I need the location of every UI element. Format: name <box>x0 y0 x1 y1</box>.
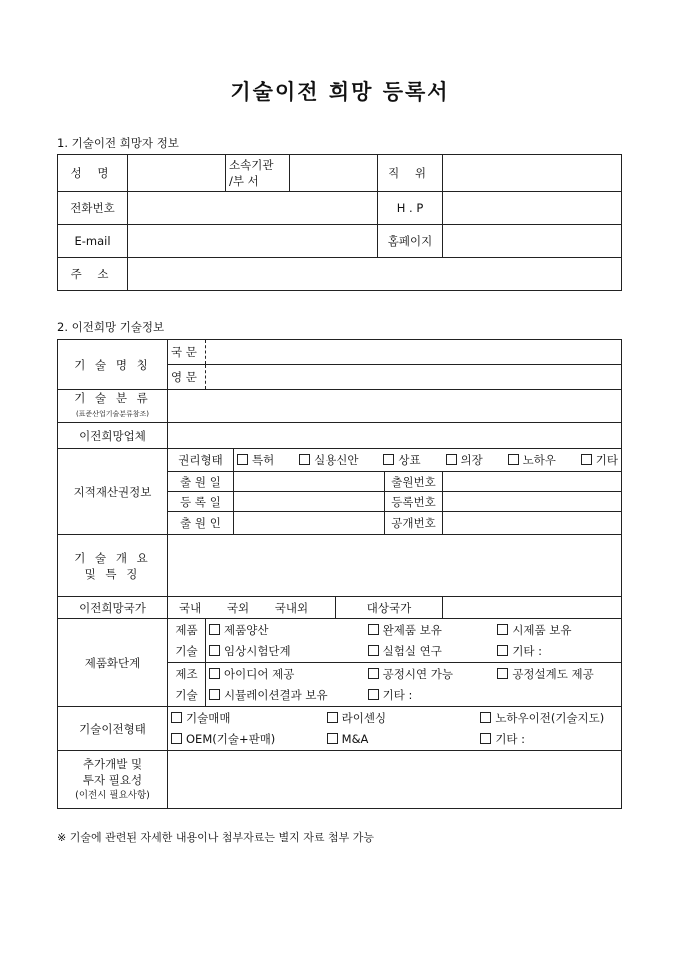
mfg-label-2: 기술 <box>175 687 198 702</box>
transfer-row-2 <box>168 729 622 751</box>
tech-class-sub: (표준산업기술분류참조) <box>75 410 150 418</box>
checkbox[interactable] <box>209 645 220 656</box>
tech-class-title: 기 술 분 류 <box>74 391 151 405</box>
product-label-2: 기술 <box>175 643 198 658</box>
tech-class-label <box>58 390 168 423</box>
checkbox[interactable] <box>171 733 182 744</box>
filing-date-field[interactable] <box>234 472 385 492</box>
overview-field[interactable] <box>168 535 622 597</box>
country-both[interactable]: 국내외 <box>274 600 309 615</box>
filing-no-label: 출원번호 <box>385 472 443 492</box>
checkbox[interactable] <box>480 733 491 744</box>
overview-label <box>58 535 168 597</box>
name-label: 성 명 <box>58 155 128 192</box>
applicant-label: 출 원 인 <box>168 512 234 535</box>
checkbox[interactable] <box>497 624 508 635</box>
overview-label-1: 기 술 개 요 <box>74 550 151 565</box>
checkbox[interactable] <box>209 668 220 679</box>
org-field[interactable] <box>290 155 378 192</box>
reg-date-field[interactable] <box>234 492 385 512</box>
mfg-label-1: 제조 <box>175 666 198 681</box>
country-domestic[interactable]: 국내 <box>179 600 202 615</box>
filing-date-label: 출 원 일 <box>168 472 234 492</box>
checkbox[interactable] <box>209 624 220 635</box>
rights-type-label: 권리형태 <box>168 449 234 472</box>
tech-name-label: 기 술 명 칭 <box>58 340 168 390</box>
org-label-1: 소속기관 <box>229 158 274 172</box>
option-oem[interactable]: OEM(기술+판매) <box>171 731 323 747</box>
footnote: ※ 기술에 관련된 자세한 내용이나 첨부자료는 별지 자료 첨부 가능 <box>57 831 374 844</box>
option-process-demo[interactable]: 공정시연 가능 <box>368 666 494 682</box>
checkbox[interactable] <box>446 454 457 465</box>
option-finished-product[interactable]: 완제품 보유 <box>368 622 494 638</box>
option-ma[interactable]: M&A <box>327 732 477 746</box>
stage-label: 제품화단계 <box>58 619 168 707</box>
checkbox[interactable] <box>327 733 338 744</box>
position-label: 직 위 <box>378 155 443 192</box>
rights-option-utility[interactable]: 실용신안 <box>299 452 358 468</box>
country-label: 이전희망국가 <box>58 597 168 619</box>
product-row-2 <box>206 641 622 663</box>
rights-options <box>234 449 622 472</box>
homepage-label: 홈페이지 <box>378 225 443 258</box>
checkbox[interactable] <box>368 668 379 679</box>
invest-label-1: 추가개발 및 <box>82 756 143 771</box>
org-label <box>226 155 290 192</box>
product-row-1 <box>206 619 622 641</box>
reg-no-field[interactable] <box>443 492 622 512</box>
option-product-other[interactable]: 기타 : <box>497 644 542 658</box>
homepage-field[interactable] <box>443 225 622 258</box>
invest-label <box>58 751 168 809</box>
option-simulation[interactable]: 시뮬레이션결과 보유 <box>209 687 364 703</box>
transfer-type-label: 기술이전형태 <box>58 707 168 751</box>
position-field[interactable] <box>443 155 622 192</box>
invest-field[interactable] <box>168 751 622 809</box>
checkbox[interactable] <box>237 454 248 465</box>
country-options <box>168 597 336 619</box>
korean-label: 국 문 <box>168 340 206 365</box>
target-country-label: 대상국가 <box>336 597 443 619</box>
reg-date-label: 등 록 일 <box>168 492 234 512</box>
checkbox[interactable] <box>368 689 379 700</box>
product-label <box>168 619 206 663</box>
mfg-label <box>168 663 206 707</box>
checkbox[interactable] <box>327 712 338 723</box>
page-title: 기술이전 희망 등록서 <box>230 79 450 104</box>
checkbox[interactable] <box>368 645 379 656</box>
org-label-2: /부 서 <box>229 174 259 188</box>
tech-class-field[interactable] <box>168 390 622 423</box>
checkbox[interactable] <box>480 712 491 723</box>
address-field[interactable] <box>128 258 622 291</box>
filing-no-field[interactable] <box>443 472 622 492</box>
reg-no-label: 등록번호 <box>385 492 443 512</box>
checkbox[interactable] <box>497 668 508 679</box>
name-field[interactable] <box>128 155 226 192</box>
phone-label: 전화번호 <box>58 192 128 225</box>
option-process-design[interactable]: 공정설계도 제공 <box>497 667 593 681</box>
rights-option-knowhow[interactable]: 노하우 <box>508 452 556 468</box>
invest-label-2: 투자 필요성 <box>82 772 143 787</box>
option-idea[interactable]: 아이디어 제공 <box>209 666 364 682</box>
ip-label: 지적재산권정보 <box>58 449 168 535</box>
checkbox[interactable] <box>209 689 220 700</box>
tech-info-table <box>57 339 622 809</box>
checkbox[interactable] <box>497 645 508 656</box>
mfg-row-2 <box>206 685 622 707</box>
english-label: 영 문 <box>168 365 206 390</box>
email-field[interactable] <box>128 225 378 258</box>
applicant-info-table <box>57 154 622 291</box>
option-mass-production[interactable]: 제품양산 <box>209 622 364 638</box>
pub-no-field[interactable] <box>443 512 622 535</box>
company-label: 이전희망업체 <box>58 423 168 449</box>
invest-label-3: (이전시 필요사항) <box>75 789 150 801</box>
option-licensing[interactable]: 라이센싱 <box>327 710 477 726</box>
option-tech-sale[interactable]: 기술매매 <box>171 710 323 726</box>
hp-field[interactable] <box>443 192 622 225</box>
section2-heading: 2. 이전희망 기술정보 <box>57 320 165 334</box>
checkbox[interactable] <box>299 454 310 465</box>
option-transfer-other[interactable]: 기타 : <box>480 732 525 746</box>
english-name-field[interactable] <box>206 365 622 390</box>
email-label: E-mail <box>58 225 128 258</box>
product-label-1: 제품 <box>175 622 198 637</box>
section1-heading: 1. 기술이전 희망자 정보 <box>57 136 179 150</box>
option-prototype[interactable]: 시제품 보유 <box>497 623 571 637</box>
address-label: 주 소 <box>58 258 128 291</box>
option-mfg-other[interactable]: 기타 : <box>368 688 413 702</box>
mfg-row-1 <box>206 663 622 685</box>
option-clinical[interactable]: 임상시험단계 <box>209 643 364 659</box>
checkbox[interactable] <box>171 712 182 723</box>
korean-name-field[interactable] <box>206 340 622 365</box>
checkbox[interactable] <box>383 454 394 465</box>
rights-option-other[interactable]: 기타 <box>581 452 618 468</box>
checkbox[interactable] <box>508 454 519 465</box>
rights-option-patent[interactable]: 특허 <box>237 452 274 468</box>
pub-no-label: 공개번호 <box>385 512 443 535</box>
country-overseas[interactable]: 국외 <box>226 600 250 615</box>
applicant-field[interactable] <box>234 512 385 535</box>
target-country-field[interactable] <box>443 597 622 619</box>
rights-option-trademark[interactable]: 상표 <box>383 452 420 468</box>
phone-field[interactable] <box>128 192 378 225</box>
transfer-row-1 <box>168 707 622 729</box>
checkbox[interactable] <box>368 624 379 635</box>
option-knowhow-transfer[interactable]: 노하우이전(기술지도) <box>480 711 604 725</box>
checkbox[interactable] <box>581 454 592 465</box>
overview-label-2: 및 특 징 <box>84 566 141 581</box>
option-lab-research[interactable]: 실험실 연구 <box>368 643 494 659</box>
hp-label: H . P <box>378 192 443 225</box>
rights-option-design[interactable]: 의장 <box>446 452 483 468</box>
company-field[interactable] <box>168 423 622 449</box>
